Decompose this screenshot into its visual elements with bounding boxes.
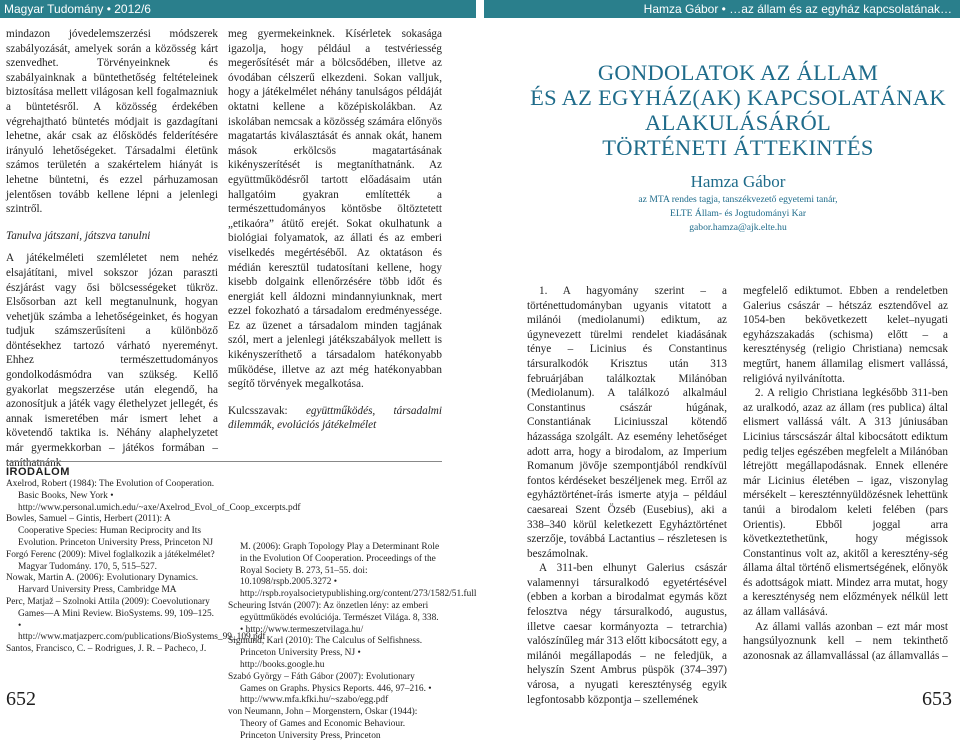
reference-item: Forgó Ferenc (2009): Mivel foglalkozik a játékelmélet? Magyar Tudomány. 170, 5, 515–527. <box>6 549 215 572</box>
article-title-line: ÉS AZ EGYHÁZ(AK) KAPCSOLATÁNAK <box>530 85 946 110</box>
paragraph-text: A religio Christiana legkésőbb 311-ben az uralkodó, azaz az állam (res publica) által elismert vallássá vált. A 313 júniusában Licinius társcsászár által kibocsátott ediktum pedig teljes egészében megfelelt a Milánóban létrejött megállapodásnak. Ennek ellenére már Licinius életében – igaz, viszonylag mérsékelt – kereszténnyüldözésnek lehettünk tanúi a birodalom keleti felében (pars Orientis). Ebből joggal arra következtethetünk, hogy mégissok Constantinus volt az, akitől a keresztény-ség állama által történő elismertségének, előnyök és adottságok miatt. Mindez arra mutat, hogy a kereszténység nem előzmények nélkül lett az állam vallásává. <box>743 387 948 619</box>
article-subtitle: TÖRTÉNETI ÁTTEKINTÉS <box>602 135 874 160</box>
left-page-column-1 <box>6 27 218 470</box>
body-paragraph: megfelelő ediktumot. Ebben a rendeletben Galerius császár – hétszáz esztendővel az 1054-ben bekövetkezett kelet–nyugati egyházszakadás (schisma) előtt – a kereszténység (religio Christiana) nemcsak megtűrt, hanem államilag elismert vallássá, religióvá nyilvánította. <box>743 285 948 385</box>
reference-item: Bowles, Samuel – Gintis, Herbert (2011): A Cooperative Species: Human Reciprocity and Its Evolution. Princeton University Press, Princeton NJ <box>6 514 214 548</box>
keywords <box>228 404 442 433</box>
reference-item: Sigmund, Karl (2010): The Calculus of Selfishness. Princeton University Press, NJ • http://books.google.hu <box>228 636 423 670</box>
right-page-column-1 <box>527 284 727 707</box>
section-number: 1. <box>539 285 548 297</box>
reference-item: Perc, Matjaž – Szolnoki Attila (2009): Coevolutionary Games—A Mini Review. BioSystems. 99, 109–125. • http://www.matjazperc.com/publications/BioSystems_99_109.pdf <box>6 596 266 643</box>
reference-item: Nowak, Martin A. (2006): Evolutionary Dynamics. Harvard University Press, Cambridge MA <box>6 573 199 596</box>
left-page-column-2 <box>228 27 442 433</box>
keywords-label: Kulcsszavak: <box>228 404 306 417</box>
body-paragraph: meg gyermekeinknek. Kísérletek sokasága igazolja, hogy például a testvériesség megerősítését már a bölcsődében, illetve az óvodában célszerű elkezdeni. Sokan valljuk, hogy a játékelmélet néhány tanulságos példáját oktatni kellene a középiskolákban. Az iskolában nemcsak a közösség számára előnyös magatartás kiválasztását és annak okát, hanem mások erkölcsös magatartásának kikényszerítését is megtaníthatnánk. Az együttműködésről tartott előadásaim után hallgatóim gyakran említették a természettudományos köntösbe öltöztetett „etikaóra” átütő erejét. Sokat okulhatunk a biológiai folyamatok, az állati és az emberi viselkedés megértéséből. Az oktatáson és médián keresztül tudatosítani kellene, hogy kisebb dolgaink ellenőrzésére több időt és energiát kell áldozni mindannyiunknak, mert ezzel fokozható a társadalom eredményessége. Ez az üzenet a társadalom minden tagjának szól, mert a jelenlegi játékszabályok mellett is kikényszeríthető a társadalom hatékonyabb működése, illetve az azt még hatékonyabban segítő törvények megalkotása. <box>228 28 442 391</box>
section-number: 2. <box>755 387 764 400</box>
body-paragraph: A játékelméleti szemléletet nem nehéz elsajátítani, mivel sokszor józan paraszti észjárást vagy ősi bölcsességeket tükröz. Elsősorban azt kell megtanulnunk, hogyan vehetjük számba a lehetőségeinket, és hogyan tudjuk számszerűsíteni a különböző döntésekhez tartozó várható nyereményt. Ehhez természettudományos gondolkodásmódra van szükség. Kellő gyakorlat megszerzése után elegendő, ha azonosítjuk a játék vagy élethelyzet jellegét, és annak ismeretében már ismert lehet a követendő taktika is. Néhány alaphelyzetet már gyermekkorban – játékos formában – taníthatnánk <box>6 252 218 469</box>
reference-item: Axelrod, Robert (1984): The Evolution of Cooperation. Basic Books, New York • http://www.personal.umich.edu/~axe/Axelrod_Evol_of_Coop_excerpts.pdf <box>6 479 301 513</box>
keywords-text: együttműködés, társadalmi dilemmák, evolúciós játékelmélet <box>228 404 442 432</box>
paragraph-text: A hagyomány szerint – a történettudományban ugyanis vitatott a milánói (mediolanumi) ediktum, az úgynevezett türelmi rendelet kiadásának ténye – Licinius és Constantinus társuralkodók Krisztus után 313 februárjában találkoztak Milánóban (Mediolanum). A találkozó alkalmául Constantinus császár húgának, Constantiának Liciniusszal kötendő házassága szolgált. Az esemény lehetőséget adott arra, hogy a birodalom, az Imperium Romanum jövője szempontjából rendkívül fontos kérdéseket beszéljenek meg. Erről az egyháztörténet-írás ismerte atyja – például caesareai Szent Özséb (Eusebius), aki a 338–340 körül keletkezett Egyháztörténet szerzője, továbbá Lactantius – részletesen is beszámolnak. <box>527 285 727 560</box>
reference-item: Szabó György – Fáth Gábor (2007): Evolutionary Games on Graphs. Physics Reports. 446, 97–216. • http://www.mfa.kfki.hu/~szabo/egg.pdf <box>228 671 432 706</box>
section-subheading: Tanulva játszani, játszva tanulni <box>6 229 151 242</box>
page-number-right: 653 <box>922 688 952 710</box>
reference-item: Santos, Francisco, C. – Rodrigues, J. R. – Pacheco, J. <box>6 644 207 655</box>
author-affiliation: az MTA rendes tagja, tanszékvezető egyetemi tanár, <box>638 194 838 205</box>
reference-item: Scheuring István (2007): Az önzetlen lény: az emberi együttműködés evolúciója. Természet Világa. 8, 338. • http://www.termeszetvilaga.hu/ <box>228 600 439 635</box>
references-column-2 <box>228 542 477 743</box>
article-title-line: ALAKULÁSÁRÓL <box>644 110 832 135</box>
author-affiliation: ELTE Állam- és Jogtudományi Kar <box>669 208 807 219</box>
reference-item-continued: M. (2006): Graph Topology Play a Determinant Role in the Evolution Of Cooperation. Proceedings of the Royal Society B. 273, 51–55. doi: 10.1098/rspb.2005.3272 • http://rspb.royalsocietypublishing.org/content/273/1582/51.full <box>240 542 477 600</box>
author-email: gabor.hamza@ajk.elte.hu <box>689 222 787 233</box>
body-paragraph: Az állami vallás azonban – ezt már most hangsúlyoznunk kell – nem tekinthető azonosnak az államvallással (az államvallás – <box>743 620 948 662</box>
page-number-left: 652 <box>6 688 36 710</box>
references-divider <box>6 461 442 462</box>
running-header-left: Magyar Tudomány • 2012/6 <box>0 0 476 18</box>
body-paragraph <box>527 284 727 561</box>
right-page-column-2 <box>743 284 948 663</box>
body-paragraph: A 311-ben elhunyt Galerius császár valamennyi társuralkodó egyetértésével (ebben a korban a birodalmat egymás közt felosztva négy társuralkodó, augustus, illetve caesar kormányozta – tetrarchia) valószínűleg már 313 előtt kibocsátott egy, a milánói megállapodás – ne feledjük, a helyszín Szent Ambrus püspök (374–397) városa, a nyugati kereszténység egyik legfontosabb központja – szellemének <box>527 562 727 706</box>
references-title: IRODALOM <box>6 466 70 478</box>
references-column-1 <box>6 479 301 656</box>
running-header-right: Hamza Gábor • …az állam és az egyház kapcsolatának… <box>484 0 960 18</box>
article-title-line: GONDOLATOK AZ ÁLLAM <box>597 60 879 85</box>
body-paragraph: mindazon jóvedelemszerzési módszerek szabályozását, amelyek során a közösség kárt szenvedhet. Törvényeinknek és szabályainknak a büntethetőség feltételeinek biztosítása mellett világosan kell fogalmazniuk a büntetésről. A közösség érdekében végrehajtható büntetés módjait is gazdagítani lehetne, akár csak az élősködés felderítésére irányuló lehetőségeket. Társadalmi életünk számos területén a szakértelem hiányát is lehetne büntetni, és ezzel párhuzamosan jelentősen tovább kellene lépni a jelenlegi szintről. <box>6 28 218 216</box>
article-title-block <box>520 60 956 234</box>
body-paragraph <box>743 386 948 620</box>
reference-item: von Neumann, John – Morgenstern, Oskar (1944): Theory of Games and Economic Behaviour. Princeton University Press, Princeton <box>228 707 418 741</box>
article-author: Hamza Gábor <box>690 172 786 191</box>
